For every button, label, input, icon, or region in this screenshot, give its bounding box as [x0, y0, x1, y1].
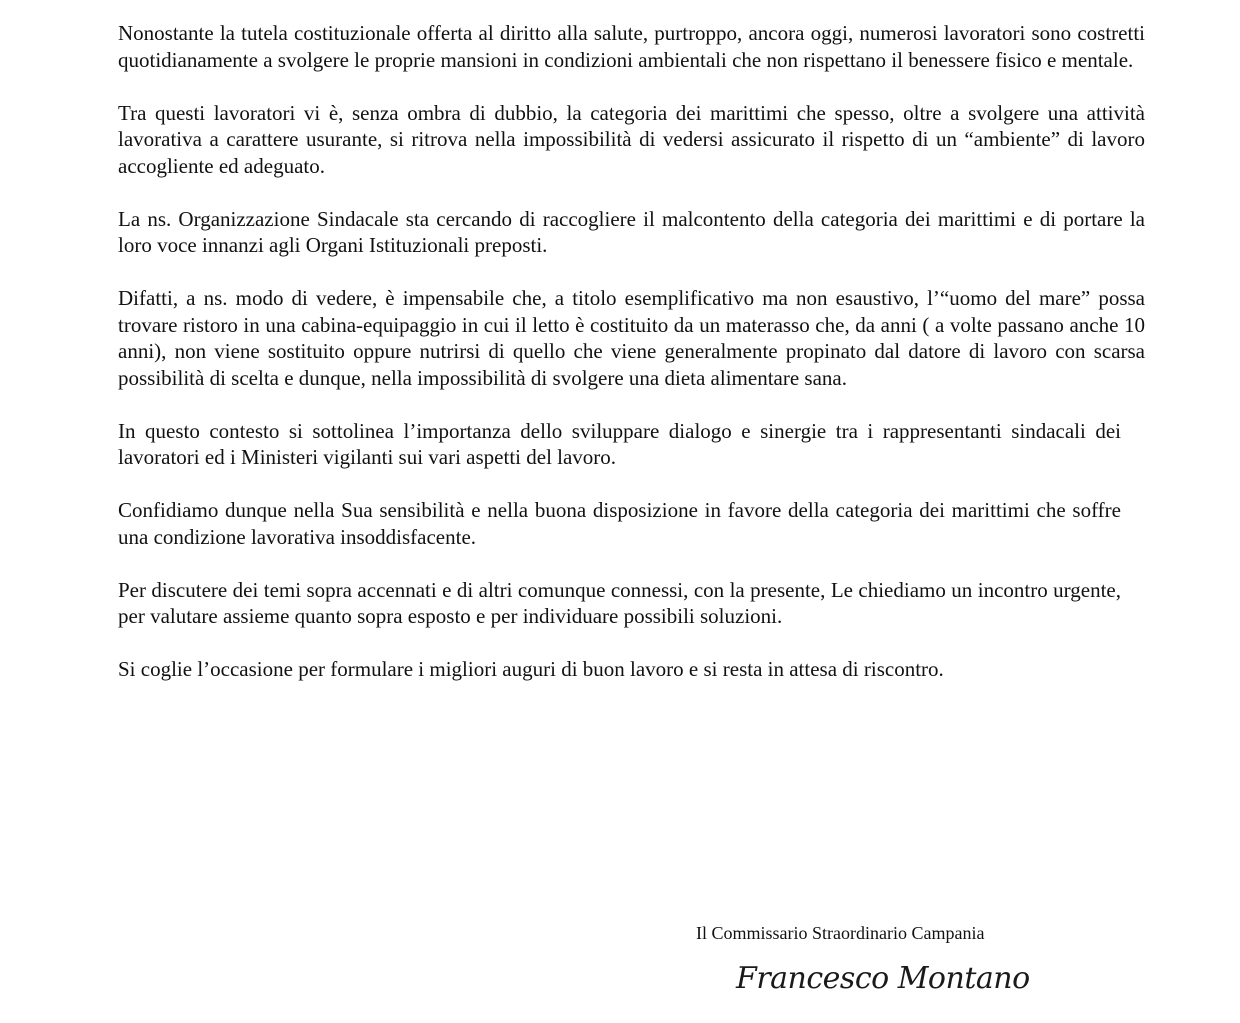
paragraph-meeting-request: Per discutere dei temi sopra accennati e di altri comunque connessi, con la presente, Le chiediamo un incontro urgente, per valutare assieme quanto sopra esposto e per individuare possibili soluzioni. — [118, 577, 1121, 628]
paragraph-health-protection: Nonostante la tutela costituzionale offerta al diritto alla salute, purtroppo, ancora oggi, numerosi lavoratori sono costretti quotidianamente a svolgere le proprie mansioni in condizioni ambientali che non rispettano il benessere fisico e mentale. — [118, 21, 1145, 72]
letter-body — [118, 20, 1145, 683]
paragraph-trust: Confidiamo dunque nella Sua sensibilità e nella buona disposizione in favore della categoria dei marittimi che soffre una condizione lavorativa insoddisfacente. — [118, 498, 1121, 549]
handwritten-signature: Francesco Montano — [736, 961, 1030, 996]
paragraph-seafarers-category: Tra questi lavoratori vi è, senza ombra di dubbio, la categoria dei marittimi che spesso, oltre a svolgere una attività lavorativa a carattere usurante, si ritrova nella impossibilità di vedersi assicurato il rispetto di un “ambiente” di lavoro accogliente ed adeguato. — [118, 100, 1145, 178]
paragraph-closing: Si coglie l’occasione per formulare i migliori auguri di buon lavoro e si resta in attesa di riscontro. — [118, 657, 944, 681]
signer-title: Il Commissario Straordinario Campania — [696, 923, 985, 943]
paragraph-working-conditions: Difatti, a ns. modo di vedere, è impensabile che, a titolo esemplificativo ma non esaustivo, l’“uomo del mare” possa trovare ristoro in una cabina-equipaggio in cui il letto è costituito da un materasso che, da anni ( a volte passano anche 10 anni), non viene sostituito oppure nutrirsi di quello che viene generalmente propinato dal datore di lavoro con scarsa possibilità di scelta e dunque, nella impossibilità di svolgere una dieta alimentare sana. — [118, 286, 1145, 390]
signature-block — [696, 921, 1030, 996]
paragraph-dialogue: In questo contesto si sottolinea l’importanza dello sviluppare dialogo e sinergie tra i rappresentanti sindacali dei lavoratori ed i Ministeri vigilanti sui vari aspetti del lavoro. — [118, 418, 1121, 469]
paragraph-union-organization: La ns. Organizzazione Sindacale sta cercando di raccogliere il malcontento della categoria dei marittimi e di portare la loro voce innanzi agli Organi Istituzionali preposti. — [118, 206, 1145, 257]
